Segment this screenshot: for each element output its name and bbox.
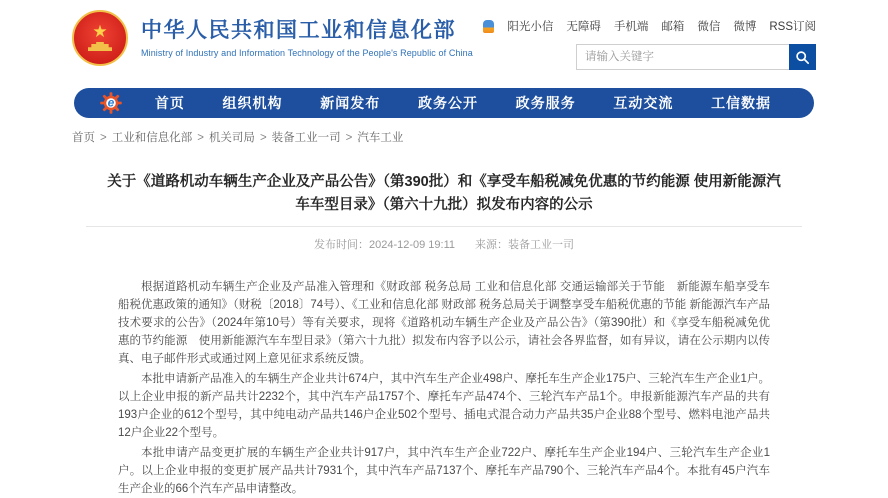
publish-time-label: 发布时间：: [313, 239, 369, 251]
nav-item[interactable]: 新闻发布: [320, 95, 381, 111]
gate-icon: [88, 42, 112, 51]
quick-link[interactable]: 微博: [733, 21, 757, 33]
top-bar: [72, 0, 816, 88]
article-body: [118, 278, 770, 498]
breadcrumb: [72, 129, 816, 145]
quick-link[interactable]: 阳光小信: [507, 21, 554, 33]
breadcrumb-segment: [112, 132, 209, 144]
article-paragraph: 本批申请产品变更扩展的车辆生产企业共计917户，其中汽车生产企业722户、摩托车生产企业194户、三轮汽车生产企业1户。以上企业申报的变更扩展产品共计7931个，其中汽车产品7137个、摩托车产品790个、三轮汽车产品4个。本批有45户汽车生产企业的66个汽车产品申请整改。: [118, 447, 770, 495]
breadcrumb-link[interactable]: 机关司局: [208, 132, 255, 144]
breadcrumb-link[interactable]: 工业和信息化部: [111, 132, 193, 144]
article-title: 关于《道路机动车辆生产企业及产品公告》（第390批）和《享受车船税减免优惠的节约能源 使用新能源汽车车型目录》（第六十九批）拟发布内容的公示: [107, 174, 781, 213]
quick-link[interactable]: RSS订阅: [769, 21, 816, 33]
national-emblem-icon: [72, 10, 128, 66]
site-title-en: Ministry of Industry and Information Technology of the People's Republic of China: [141, 47, 473, 58]
article-meta: [0, 236, 888, 252]
article-paragraph: 本批申请新产品准入的车辆生产企业共计674户，其中汽车生产企业498户、摩托车生产企业175户、三轮汽车生产企业1户。以上企业申报的新产品共计2232个，其中汽车产品1757个、摩托车产品474个、三轮汽车产品1个。申报新能源汽车产品的共有193户企业的612个型号，其中纯电动产品共146户企业502个型号、插电式混合动力产品共35户企业88个型号、燃料电池产品共12户企业22个型号。: [118, 373, 770, 439]
main-nav: [74, 88, 814, 118]
quick-links-list: [494, 18, 816, 34]
breadcrumb-separator: >: [259, 132, 267, 144]
nav-item[interactable]: 工信数据: [711, 95, 772, 111]
miit-gear-icon: [100, 92, 122, 114]
nav-item[interactable]: 政务服务: [515, 95, 576, 111]
site-title-block: [141, 18, 473, 57]
publish-time-value: 2024-12-09 19:11: [368, 239, 456, 251]
search-input[interactable]: [576, 44, 789, 70]
breadcrumb-segment: [357, 132, 413, 144]
nav-items: [122, 93, 814, 113]
gear-letter: e: [107, 95, 115, 110]
nav-item[interactable]: 组织机构: [222, 95, 283, 111]
quick-link[interactable]: 无障碍: [566, 21, 601, 33]
search-bar: [576, 44, 816, 70]
site-logo[interactable]: [72, 10, 473, 66]
star-icon: ★: [92, 22, 108, 41]
quick-link[interactable]: 微信: [697, 21, 721, 33]
nav-item[interactable]: 政务公开: [417, 95, 478, 111]
site-title-cn: 中华人民共和国工业和信息化部: [141, 19, 456, 43]
breadcrumb-segment: [72, 132, 112, 144]
source-value: 装备工业一司: [508, 239, 575, 251]
article-paragraph: 根据道路机动车辆生产企业及产品准入管理和《财政部 税务总局 工业和信息化部 交通运输部关于节能 新能源车船享受车船税优惠政策的通知》（财税〔2018〕74号）、《工业和信息化部 财政部 税务总局关于调整享受车船税优惠的节能 新能源汽车产品技术要求的公告》（2024年第10号）等有关要求，现将《道路机动车辆生产企业及产品公告》（第390批）和《享受车船税减免优惠的节约能源 使用新能源汽车车型目录》（第六十九批）拟发布内容予以公示，请社会各界监督，如有异议，请在公示期内以传真、电子邮件形式或通过网上意见征求系统反馈。: [118, 281, 771, 365]
breadcrumb-separator: >: [100, 132, 107, 144]
title-divider: [86, 226, 802, 227]
top-right-block: [483, 10, 816, 70]
source-label: 来源：: [475, 239, 509, 251]
breadcrumb-link[interactable]: 汽车工业: [357, 132, 404, 144]
breadcrumb-separator: >: [345, 132, 353, 144]
breadcrumb-segment: [272, 132, 358, 144]
search-button[interactable]: [789, 44, 816, 70]
article: [0, 171, 888, 498]
breadcrumb-link[interactable]: 装备工业一司: [271, 132, 341, 144]
nav-item[interactable]: 互动交流: [613, 95, 674, 111]
search-icon: [795, 50, 810, 65]
quick-links: [483, 18, 816, 34]
sunshine-mascot-icon: [483, 20, 494, 33]
breadcrumb-link[interactable]: 首页: [72, 132, 95, 144]
quick-link[interactable]: 手机端: [613, 21, 649, 33]
nav-item[interactable]: 首页: [154, 95, 185, 111]
breadcrumb-separator: >: [197, 132, 204, 144]
quick-link[interactable]: 邮箱: [661, 21, 685, 33]
breadcrumb-segment: [209, 132, 272, 144]
